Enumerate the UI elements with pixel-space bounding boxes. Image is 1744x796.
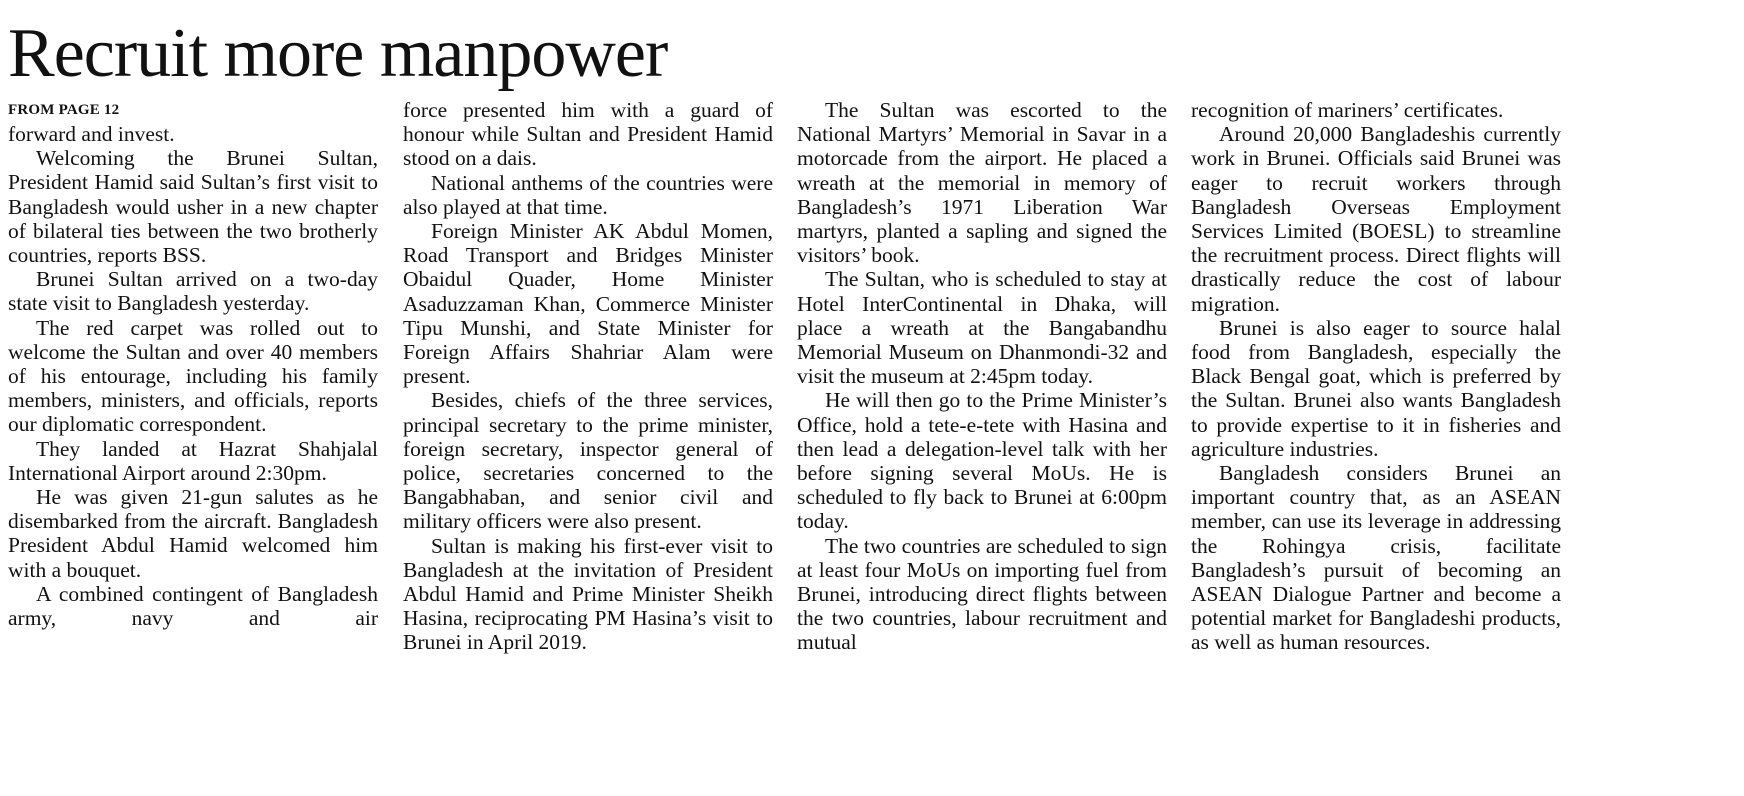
article-paragraph: Brunei is also eager to source halal food from Bangladesh, especially the Black Bengal goat, which is preferred by the Sultan. Brunei also wants Bangladesh to provide expertise to it in fisheries and agriculture industries. — [1191, 315, 1561, 461]
article-column-1 — [8, 98, 378, 630]
article-paragraph: Bangladesh considers Brunei an important country that, as an ASEAN member, can use its leverage in addressing the Rohingya crisis, facilitate Bangladesh’s pursuit of becoming an ASEAN Dialogue Partner and become a potential market for Bangladeshi products, as well as human resources. — [1191, 461, 1561, 655]
article-paragraph: The red carpet was rolled out to welcome the Sultan and over 40 members of his entourage, including his family members, ministers, and officials, reports our diplomatic correspondent. — [8, 315, 378, 437]
article-headline: Recruit more manpower — [8, 15, 668, 92]
article-paragraph: The two countries are scheduled to sign at least four MoUs on importing fuel from Brunei, introducing direct flights between the two countries, labour recruitment and mutual — [797, 533, 1167, 655]
article-paragraph: He will then go to the Prime Minister’s Office, hold a tete-e-tete with Hasina and then lead a delegation-level talk with her before signing several MoUs. He is scheduled to fly back to Brunei at 6:00pm today. — [797, 388, 1167, 534]
article-column-2 — [403, 98, 773, 655]
article-paragraph: force presented him with a guard of honour while Sultan and President Hamid stood on a dais. — [403, 98, 773, 171]
article-paragraph: Around 20,000 Bangladeshis currently work in Brunei. Officials said Brunei was eager to recruit workers through Bangladesh Overseas Employment Services Limited (BOESL) to streamline the recruitment process. Direct flights will drastically reduce the cost of labour migration. — [1191, 122, 1561, 316]
jump-line-label: FROM PAGE 12 — [8, 102, 120, 118]
article-paragraph: Brunei Sultan arrived on a two-day state visit to Bangladesh yesterday. — [8, 267, 378, 316]
article-paragraph: A combined contingent of Bangladesh army, navy and air — [8, 581, 378, 631]
article-paragraph: Welcoming the Brunei Sultan, President Hamid said Sultan’s first visit to Bangladesh would usher in a new chapter of bilateral ties between the two brotherly countries, reports BSS. — [8, 146, 378, 268]
article-paragraph: Foreign Minister AK Abdul Momen, Road Transport and Bridges Minister Obaidul Quader, Home Minister Asaduzzaman Khan, Commerce Minister Tipu Munshi, and State Minister for Foreign Affairs Shahriar Alam were present. — [403, 219, 773, 389]
article-paragraph: He was given 21-gun salutes as he disembarked from the aircraft. Bangladesh President Abdul Hamid welcomed him with a bouquet. — [8, 485, 378, 582]
article-paragraph: The Sultan, who is scheduled to stay at Hotel InterContinental in Dhaka, will place a wreath at the Bangabandhu Memorial Museum on Dhanmondi-32 and visit the museum at 2:45pm today. — [797, 267, 1167, 389]
article-paragraph: Sultan is making his first-ever visit to Bangladesh at the invitation of President Abdul Hamid and Prime Minister Sheikh Hasina, reciprocating PM Hasina’s visit to Brunei in April 2019. — [403, 533, 773, 655]
article-paragraph: The Sultan was escorted to the National Martyrs’ Memorial in Savar in a motorcade from the airport. He placed a wreath at the memorial in memory of Bangladesh’s 1971 Liberation War martyrs, planted a sapling and signed the visitors’ book. — [797, 98, 1167, 268]
article-paragraph: recognition of mariners’ certificates. — [1191, 98, 1504, 122]
article-paragraph: They landed at Hazrat Shahjalal International Airport around 2:30pm. — [8, 436, 378, 485]
article-column-3 — [797, 98, 1167, 655]
article-paragraph: National anthems of the countries were also played at that time. — [403, 170, 773, 219]
article-paragraph: Besides, chiefs of the three services, principal secretary to the prime minister, foreign secretary, inspector general of police, secretaries concerned to the Bangabhaban, and senior civil and military officers were also present. — [403, 388, 773, 534]
article-paragraph: forward and invest. — [8, 122, 175, 146]
article-column-4 — [1191, 98, 1561, 655]
